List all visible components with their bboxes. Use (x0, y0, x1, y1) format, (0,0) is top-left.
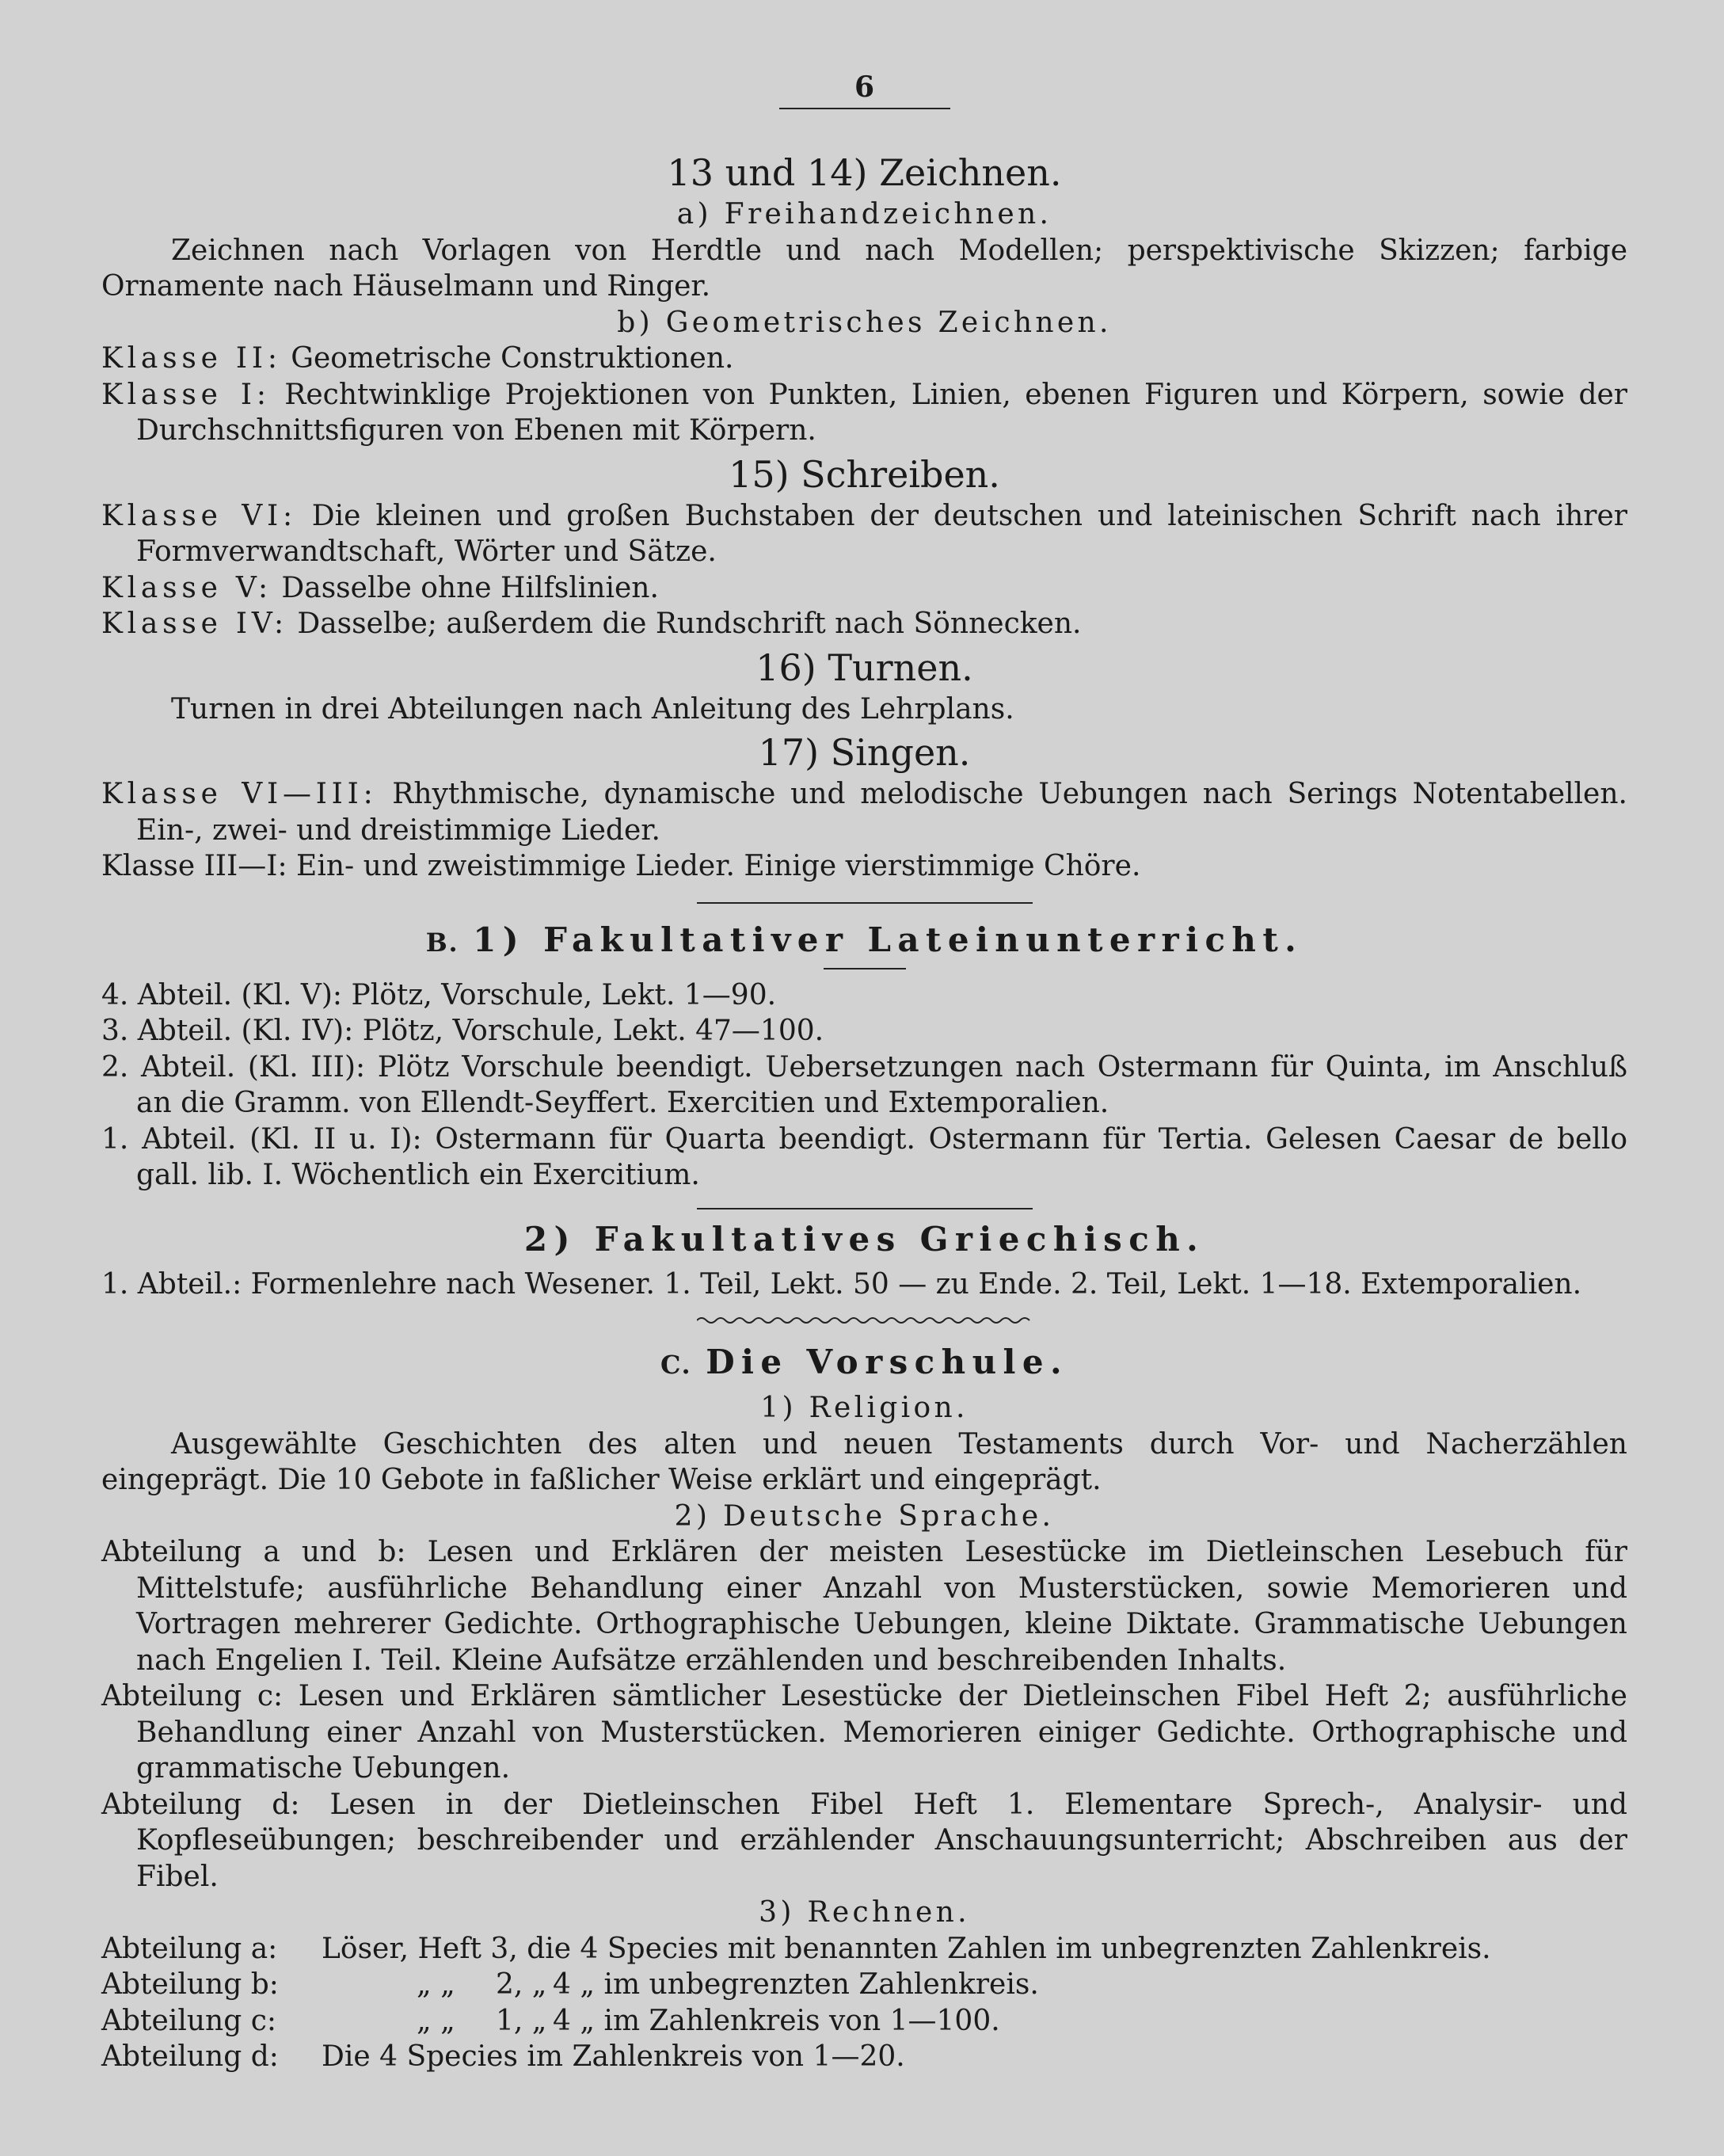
heading-latein (101, 918, 1627, 965)
entry-rechnen-abteilung-d (101, 2039, 1627, 2075)
subheading-rechnen: 3) Rechnen. (759, 1896, 970, 1929)
entry-latein-abteil-1 (101, 1122, 1627, 1194)
entry-schreiben-klasse-4 (101, 606, 1627, 642)
label-klasse-5: Klasse V: (101, 571, 272, 604)
section-divider-rule (697, 1208, 1033, 1209)
label-latein-abteil-4: 4. Abteil. (Kl. V): (101, 978, 343, 1011)
entry-schreiben-klasse-6 (101, 498, 1627, 570)
text-latein-abteil-2: Plötz Vorschule beendigt. Uebersetzungen nach Ostermann für Quinta, im Anschluß an die Gramm. von Ellendt-Seyffert. Exercitien und Extemporalien. (136, 1050, 1627, 1119)
entry-schreiben-klasse-5 (101, 570, 1627, 607)
label-klasse-2: Klasse II: (101, 342, 282, 375)
entry-latein-abteil-2 (101, 1049, 1627, 1122)
heading-singen: 17) Singen. (758, 731, 971, 774)
label-griechisch-abteil-1: 1. Abteil.: (101, 1267, 242, 1301)
label-rechnen-d: Abteilung d: (101, 2040, 279, 2073)
subheading-geometrisches-zeichnen: b) Geometrisches Zeichnen. (617, 306, 1112, 339)
subheading-deutsche-sprache: 2) Deutsche Sprache. (674, 1499, 1055, 1533)
label-klasse-6-3: Klasse VI—III: (101, 778, 378, 810)
entry-singen-klasse-3-1 (101, 848, 1627, 885)
text-latein-abteil-4: Plötz, Vorschule, Lekt. 1—90. (351, 978, 777, 1011)
section-divider-rule (697, 902, 1033, 904)
label-abteilung-c: Abteilung c: (101, 1680, 284, 1712)
heading-schreiben: 15) Schreiben. (729, 452, 1000, 496)
count-rechnen-b: 2, „ (496, 1968, 547, 2001)
entry-zeichnen-klasse-1 (101, 377, 1627, 449)
subheading-religion: 1) Religion. (760, 1392, 969, 1424)
label-klasse-6: Klasse VI: (101, 499, 297, 532)
text-rechnen-a: Löser, Heft 3, die 4 Species mit benannten Zahlen im unbegrenzten Zahlenkreis. (322, 1932, 1491, 1965)
label-abteilung-ab: Abteilung a und b: (101, 1536, 406, 1568)
text-latein-abteil-1: Ostermann für Quarta beendigt. Ostermann für Tertia. Gelesen Caesar de bello gall. lib. I. Wöchentlich ein Exercitium. (136, 1122, 1627, 1191)
label-abteilung-d: Abteilung d: (101, 1788, 300, 1821)
text-klasse-4: Dasselbe; außerdem die Rundschrift nach Sönnecken. (297, 608, 1082, 640)
entry-deutsch-abteilung-ab (101, 1534, 1627, 1678)
entry-deutsch-abteilung-c (101, 1678, 1627, 1787)
text-rechnen-c: 4 „ im Zahlenkreis von 1—100. (553, 2004, 1000, 2037)
text-griechisch-abteil-1: Formenlehre nach Wesener. 1. Teil, Lekt. 50 — zu Ende. 2. Teil, Lekt. 1—18. Extemporalien. (250, 1267, 1582, 1301)
text-klasse-1: Rechtwinklige Projektionen von Punkten, Linien, ebenen Figuren und Körpern, sowie der Durchschnittsfiguren von Ebenen mit Körpern. (136, 378, 1627, 447)
text-klasse-6-3: Rhythmische, dynamische und melodische Uebungen nach Serings Notentabellen. Ein-, zwei- und dreistimmige Lieder. (136, 778, 1627, 847)
page-number-rule (779, 108, 950, 109)
entry-griechisch-abteil-1 (101, 1267, 1627, 1303)
heading-zeichnen: 13 und 14) Zeichnen. (667, 151, 1062, 194)
entry-singen-klasse-6-3 (101, 776, 1627, 848)
wavy-divider-rule (697, 1315, 1033, 1326)
text-religion: Ausgewählte Geschichten des alten und neuen Testaments durch Vor- und Nacherzählen eingeprägt. Die 10 Gebote in faßlicher Weise erklärt und eingeprägt. (101, 1427, 1627, 1496)
entry-rechnen-abteilung-c (101, 2003, 1627, 2040)
label-rechnen-b: Abteilung b: (101, 1968, 279, 2001)
label-latein-abteil-3: 3. Abteil. (Kl. IV): (101, 1015, 354, 1047)
heading-latein-text: 1) Fakultativer Lateinunterricht. (473, 920, 1303, 959)
heading-vorschule-text: Die Vorschule. (706, 1343, 1069, 1381)
text-klasse-2: Geometrische Construktionen. (291, 342, 734, 375)
entry-rechnen-abteilung-b (101, 1967, 1627, 2003)
subheading-freihandzeichnen: a) Freihandzeichnen. (676, 198, 1052, 230)
section-prefix-c: C. (660, 1350, 692, 1380)
page-number: 6 (854, 70, 875, 104)
count-rechnen-c: 1, „ (496, 2004, 547, 2037)
text-latein-abteil-3: Plötz, Vorschule, Lekt. 47—100. (362, 1015, 824, 1047)
text-abteilung-c: Lesen und Erklären sämtlicher Lesestücke der Dietleinschen Fibel Heft 2; ausführliche Behandlung einer Anzahl von Musterstücken. Memorieren einiger Gedichte. Orthographische und grammatische Uebungen. (136, 1680, 1627, 1785)
label-latein-abteil-2: 2. Abteil. (Kl. III): (101, 1050, 366, 1084)
heading-vorschule (101, 1340, 1627, 1387)
text-abteilung-d: Lesen in der Dietleinschen Fibel Heft 1. Elementare Sprech-, Analysir- und Kopfleseübungen; beschreibender und erzählender Anschauungsunterricht; Abschreiben aus der Fibel. (136, 1788, 1627, 1893)
heading-turnen: 16) Turnen. (755, 646, 973, 689)
label-rechnen-c: Abteilung c: (101, 2004, 276, 2037)
entry-zeichnen-klasse-2 (101, 341, 1627, 377)
heading-griechisch: 2) Fakultatives Griechisch. (523, 1219, 1205, 1259)
entry-deutsch-abteilung-d (101, 1787, 1627, 1895)
text-rechnen-d: Die 4 Species im Zahlenkreis von 1—20. (322, 2040, 905, 2073)
ditto-rechnen-c: „ „ (417, 2004, 455, 2037)
label-klasse-1: Klasse I: (101, 378, 271, 411)
label-latein-abteil-1: 1. Abteil. (Kl. II u. I): (101, 1122, 422, 1156)
section-prefix-b: B. (425, 927, 459, 958)
label-klasse-4: Klasse IV: (101, 608, 288, 640)
entry-latein-abteil-4 (101, 977, 1627, 1014)
text-abteilung-ab: Lesen und Erklären der meisten Lesestücke im Dietleinschen Lesebuch für Mittelstufe; ausführliche Behandlung einer Anzahl von Musterstücken, sowie Memorieren und Vortragen mehrerer Gedichte. Orthographische Uebungen, kleine Diktate. Grammatische Uebungen nach Engelien I. Teil. Kleine Aufsätze erzählenden und beschreibenden Inhalts. (136, 1536, 1628, 1677)
text-klasse-3-1: Ein- und zweistimmige Lieder. Einige vierstimmige Chöre. (296, 850, 1141, 882)
ditto-rechnen-b: „ „ (417, 1968, 455, 2001)
label-rechnen-a: Abteilung a: (101, 1932, 278, 1965)
heading-underline-rule (824, 968, 906, 969)
text-freihandzeichnen: Zeichnen nach Vorlagen von Herdtle und nach Modellen; perspektivische Skizzen; farbige Ornamente nach Häuselmann und Ringer. (101, 234, 1627, 303)
entry-latein-abteil-3 (101, 1013, 1627, 1049)
text-klasse-5: Dasselbe ohne Hilfslinien. (281, 571, 659, 604)
text-rechnen-b: 4 „ im unbegrenzten Zahlenkreis. (553, 1968, 1039, 2001)
entry-rechnen-abteilung-a (101, 1931, 1627, 1967)
text-turnen: Turnen in drei Abteilungen nach Anleitung des Lehrplans. (171, 692, 1014, 726)
text-klasse-6: Die kleinen und großen Buchstaben der deutschen und lateinischen Schrift nach ihrer Formverwandtschaft, Wörter und Sätze. (136, 499, 1627, 568)
label-klasse-3-1: Klasse III—I: (101, 850, 287, 882)
